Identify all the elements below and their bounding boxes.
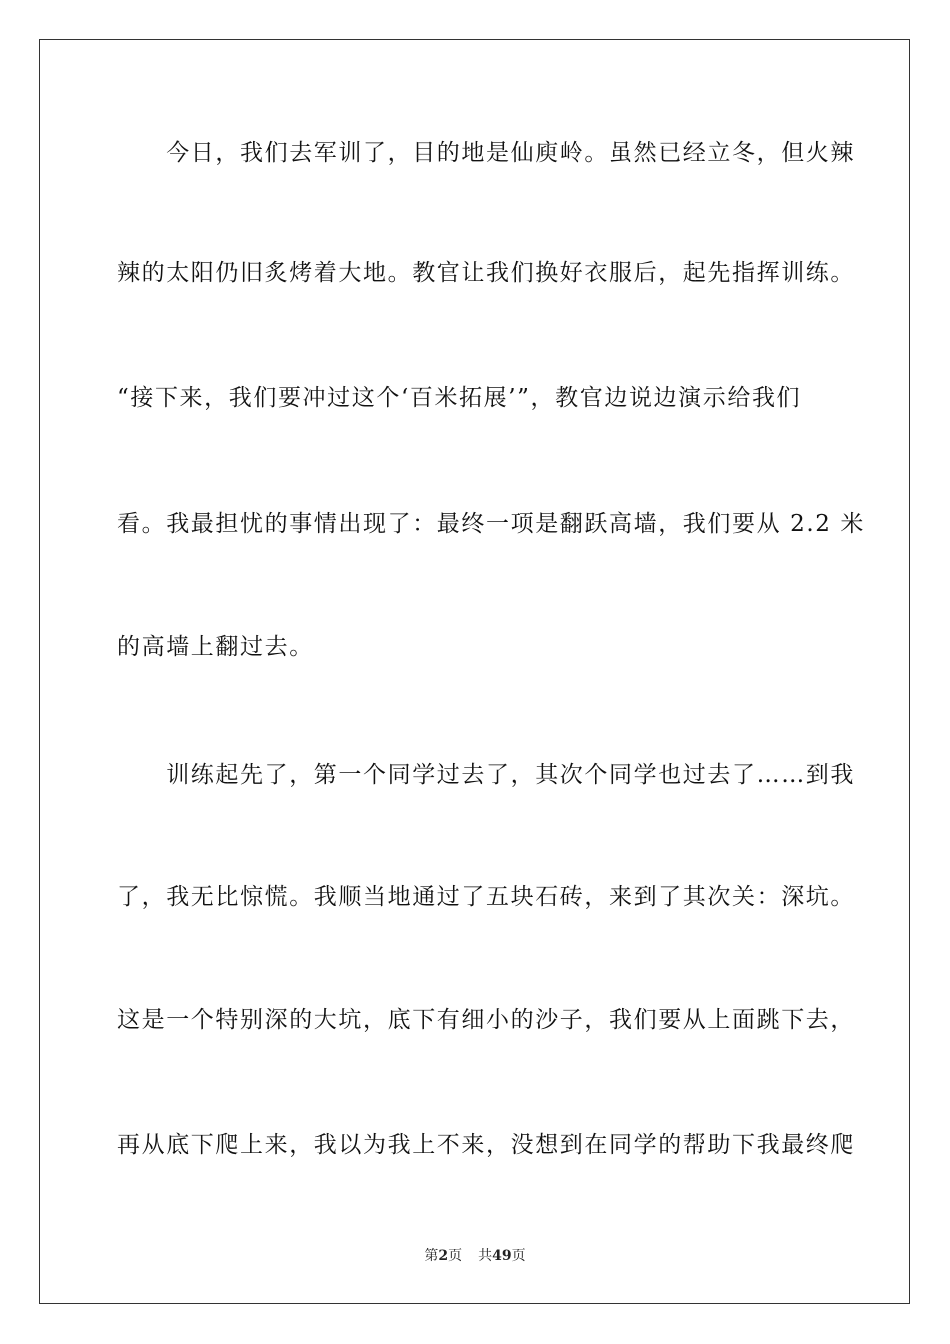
total-label-suffix: 页: [511, 1248, 526, 1264]
body-text-line: 的高墙上翻过去。: [117, 634, 314, 660]
body-text-line: 辣的太阳仍旧炙烤着大地。教官让我们换好衣服后，起先指挥训练。: [117, 260, 855, 286]
page-border: [39, 39, 910, 1304]
body-text-line: 今日，我们去军训了，目的地是仙庾岭。虽然已经立冬，但火辣: [117, 140, 855, 166]
body-text-line: 训练起先了，第一个同学过去了，其次个同学也过去了……到我: [117, 762, 855, 788]
body-text-line: 这是一个特别深的大坑，底下有细小的沙子，我们要从上面跳下去，: [117, 1007, 855, 1033]
body-text-line: 再从底下爬上来，我以为我上不来，没想到在同学的帮助下我最终爬: [117, 1132, 855, 1158]
body-text-line: 看。我最担忧的事情出现了：最终一项是翻跃高墙，我们要从 2.2 米: [117, 511, 865, 537]
page-label-prefix: 第: [424, 1248, 439, 1264]
page-footer: [0, 1246, 950, 1266]
total-pages: 49: [492, 1248, 512, 1264]
body-text-line: “接下来，我们要冲过这个‘百米拓展’”，教官边说边演示给我们: [117, 385, 802, 411]
total-label-prefix: 共: [478, 1248, 493, 1264]
page-label-suffix: 页: [448, 1248, 463, 1264]
body-text-line: 了，我无比惊慌。我顺当地通过了五块石砖，来到了其次关：深坑。: [117, 884, 855, 910]
page-number: 2: [438, 1248, 449, 1264]
